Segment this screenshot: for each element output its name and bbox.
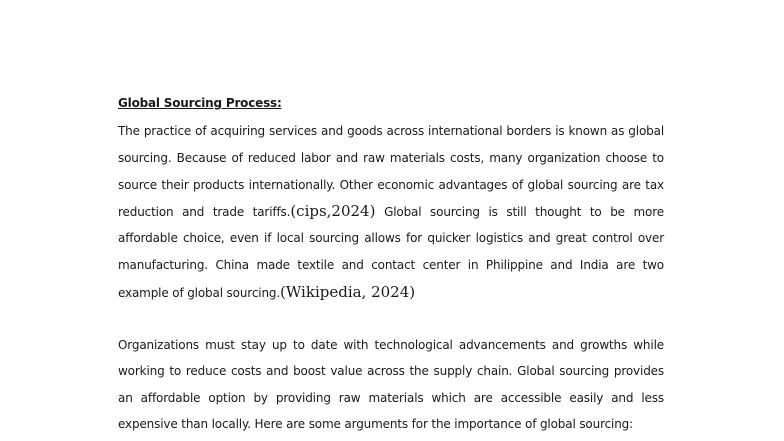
paragraph-1-line-4 bbox=[118, 203, 664, 219]
section-heading: Global Sourcing Process: bbox=[118, 96, 282, 110]
paragraph-1-line-1: The practice of acquiring services and goods across international borders is known as global bbox=[118, 124, 664, 138]
paragraph-2-line-3: an affordable option by providing raw materials which are accessible easily and less bbox=[118, 391, 664, 405]
paragraph-1-line-7-start: example of global sourcing. bbox=[118, 286, 281, 300]
paragraph-1-line-4-start: reduction and trade tariffs. bbox=[118, 205, 291, 219]
paragraph-1-line-2: sourcing. Because of reduced labor and raw materials costs, many organization choose to bbox=[118, 151, 664, 165]
paragraph-1-line-4-end: Global sourcing is still thought to be more bbox=[375, 205, 664, 219]
paragraph-1-line-3: source their products internationally. Other economic advantages of global sourcing are tax bbox=[118, 178, 664, 192]
paragraph-1-line-5: affordable choice, even if local sourcing allows for quicker logistics and great control over bbox=[118, 231, 664, 245]
paragraph-1-line-7 bbox=[118, 284, 664, 300]
paragraph-2-line-2: working to reduce costs and boost value across the supply chain. Global sourcing provides bbox=[118, 364, 664, 378]
citation-cips: (cips,2024) bbox=[290, 202, 376, 220]
citation-wikipedia: (Wikipedia, 2024) bbox=[280, 283, 416, 301]
paragraph-2-line-4: expensive than locally. Here are some arguments for the importance of global sourcing: bbox=[118, 417, 634, 431]
paragraph-1-line-6: manufacturing. China made textile and contact center in Philippine and India are two bbox=[118, 258, 664, 272]
paragraph-2-line-1: Organizations must stay up to date with technological advancements and growths while bbox=[118, 338, 664, 352]
